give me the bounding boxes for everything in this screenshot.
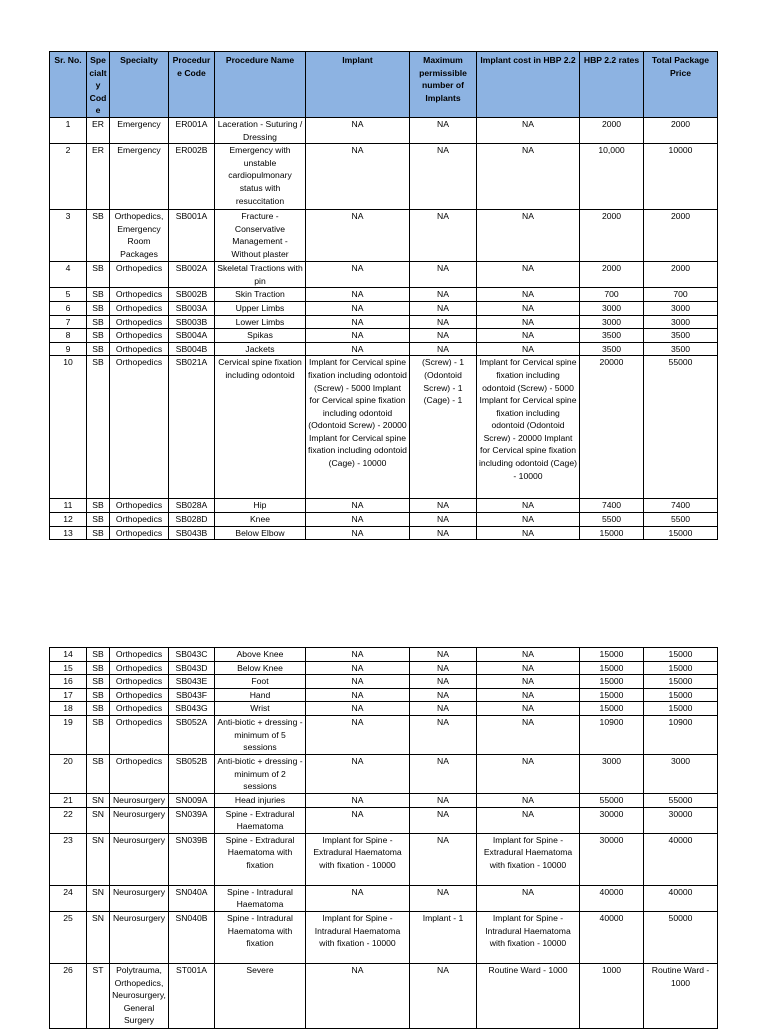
procedure-code-cell: SB043F [169,688,215,702]
hbp-rate-cell: 15000 [580,702,644,716]
specialty-cell: Orthopedics [110,702,169,716]
specialty-cell: Emergency [110,144,169,210]
implant-cell: NA [306,526,410,540]
table-row [50,833,718,885]
sr-no-cell: 17 [50,688,87,702]
sr-no-cell: 22 [50,807,87,833]
implant-cell: NA [306,715,410,754]
max-implants-cell: NA [410,288,477,302]
max-implants-cell: NA [410,675,477,689]
implant-cost-cell: NA [477,342,580,356]
specialty-code-cell: SB [87,288,110,302]
max-implants-cell: NA [410,648,477,662]
table-row [50,315,718,329]
procedure-name-cell: Foot [215,675,306,689]
procedure-name-cell: Hand [215,688,306,702]
header-implant: Implant [306,52,410,118]
table-row [50,807,718,833]
specialty-code-cell: SB [87,301,110,315]
max-implants-cell: Implant - 1 [410,911,477,963]
implant-cell: NA [306,675,410,689]
max-implants-cell: NA [410,807,477,833]
specialty-cell: Orthopedics [110,499,169,513]
specialty-code-cell: ER [87,117,110,143]
procedure-code-cell: SB043C [169,648,215,662]
procedure-name-cell: Spine - Extradural Haematoma with fixation [215,833,306,885]
procedure-name-cell: Below Knee [215,661,306,675]
implant-cost-cell: NA [477,315,580,329]
max-implants-cell: NA [410,688,477,702]
procedure-code-cell: SN039B [169,833,215,885]
total-price-cell: Routine Ward - 1000 [644,963,718,1028]
procedure-code-cell: SN040A [169,885,215,911]
sr-no-cell: 18 [50,702,87,716]
specialty-code-cell: SN [87,833,110,885]
implant-cost-cell: NA [477,793,580,807]
max-implants-cell: NA [410,793,477,807]
procedure-name-cell: Below Elbow [215,526,306,540]
sr-no-cell: 16 [50,675,87,689]
total-price-cell: 2000 [644,262,718,288]
procedure-code-cell: SB028A [169,499,215,513]
total-price-cell: 3500 [644,329,718,343]
hbp-rate-cell: 15000 [580,648,644,662]
specialty-cell: Orthopedics [110,288,169,302]
procedure-code-cell: SB021A [169,356,215,499]
hbp-rate-cell: 20000 [580,356,644,499]
sr-no-cell: 24 [50,885,87,911]
header-specialty-code: Specialty Code [87,52,110,118]
implant-cell: NA [306,754,410,793]
max-implants-cell: NA [410,833,477,885]
specialty-cell: Orthopedics [110,329,169,343]
implant-cell: NA [306,288,410,302]
sr-no-cell: 25 [50,911,87,963]
total-price-cell: 3000 [644,754,718,793]
implant-cost-cell: NA [477,688,580,702]
table-row [50,144,718,210]
implant-cell: NA [306,661,410,675]
hbp-rate-cell: 2000 [580,117,644,143]
total-price-cell: 15000 [644,661,718,675]
total-price-cell: 2000 [644,117,718,143]
implant-cell: NA [306,963,410,1028]
sr-no-cell: 8 [50,329,87,343]
implant-cost-cell: Implant for Spine - Extradural Haematoma with fixation - 10000 [477,833,580,885]
procedure-name-cell: Severe [215,963,306,1028]
procedure-code-cell: SB002B [169,288,215,302]
specialty-cell: Orthopedics [110,262,169,288]
table-row [50,342,718,356]
total-price-cell: 55000 [644,793,718,807]
procedure-name-cell: Spine - Extradural Haematoma [215,807,306,833]
package-table-bottom [49,647,718,1029]
procedure-name-cell: Lower Limbs [215,315,306,329]
procedure-name-cell: Anti-biotic + dressing - minimum of 2 sessions [215,754,306,793]
implant-cell: NA [306,301,410,315]
implant-cost-cell: NA [477,499,580,513]
sr-no-cell: 6 [50,301,87,315]
sr-no-cell: 4 [50,262,87,288]
max-implants-cell: NA [410,315,477,329]
total-price-cell: 700 [644,288,718,302]
procedure-name-cell: Wrist [215,702,306,716]
specialty-code-cell: SB [87,648,110,662]
procedure-code-cell: SB043B [169,526,215,540]
specialty-code-cell: SB [87,512,110,526]
hbp-rate-cell: 2000 [580,210,644,262]
sr-no-cell: 2 [50,144,87,210]
specialty-cell: Orthopedics, Emergency Room Packages [110,210,169,262]
implant-cost-cell: NA [477,210,580,262]
procedure-code-cell: SB043G [169,702,215,716]
procedure-code-cell: SB043E [169,675,215,689]
implant-cell: NA [306,342,410,356]
max-implants-cell: NA [410,512,477,526]
specialty-code-cell: ST [87,963,110,1028]
total-price-cell: 15000 [644,526,718,540]
implant-cell: NA [306,499,410,513]
specialty-cell: Neurosurgery [110,807,169,833]
specialty-cell: Orthopedics [110,648,169,662]
max-implants-cell: NA [410,885,477,911]
sr-no-cell: 1 [50,117,87,143]
total-price-cell: 10000 [644,144,718,210]
specialty-code-cell: SN [87,885,110,911]
total-price-cell: 15000 [644,675,718,689]
implant-cell: NA [306,688,410,702]
header-specialty: Specialty [110,52,169,118]
table-row [50,288,718,302]
implant-cell: NA [306,793,410,807]
implant-cost-cell: NA [477,648,580,662]
sr-no-cell: 9 [50,342,87,356]
implant-cell: Implant for Cervical spine fixation including odontoid (Screw) - 5000 Implant for Cervical spine fixation including odontoid (Odontoid Screw) - 20000 Implant for Cervical spine fixation including odontoid (Cage) - 10000 [306,356,410,499]
implant-cell: NA [306,117,410,143]
procedure-code-cell: SB001A [169,210,215,262]
table-row [50,715,718,754]
specialty-cell: Neurosurgery [110,833,169,885]
implant-cell: NA [306,648,410,662]
table-row [50,210,718,262]
procedure-name-cell: Spine - Intradural Haematoma [215,885,306,911]
table-row [50,675,718,689]
procedure-code-cell: SB003B [169,315,215,329]
specialty-cell: Orthopedics [110,754,169,793]
implant-cell: Implant for Spine - Extradural Haematoma with fixation - 10000 [306,833,410,885]
hbp-rate-cell: 15000 [580,526,644,540]
hbp-rate-cell: 3500 [580,342,644,356]
max-implants-cell: NA [410,526,477,540]
sr-no-cell: 12 [50,512,87,526]
specialty-cell: Orthopedics [110,526,169,540]
specialty-cell: Emergency [110,117,169,143]
sr-no-cell: 15 [50,661,87,675]
implant-cell: NA [306,144,410,210]
implant-cost-cell: Implant for Cervical spine fixation including odontoid (Screw) - 5000 Implant for Cervical spine fixation including odontoid (Odontoid Screw) - 20000 Implant for Cervical spine fixation including odontoid (Cage) - 10000 [477,356,580,499]
procedure-name-cell: Laceration - Suturing / Dressing [215,117,306,143]
specialty-cell: Orthopedics [110,512,169,526]
implant-cell: NA [306,702,410,716]
total-price-cell: 10900 [644,715,718,754]
hbp-rate-cell: 15000 [580,688,644,702]
procedure-name-cell: Skin Traction [215,288,306,302]
table-row [50,754,718,793]
procedure-code-cell: ER001A [169,117,215,143]
table-row [50,301,718,315]
specialty-code-cell: SN [87,807,110,833]
sr-no-cell: 19 [50,715,87,754]
package-table-top [49,51,718,540]
max-implants-cell: NA [410,262,477,288]
max-implants-cell: NA [410,210,477,262]
hbp-rate-cell: 5500 [580,512,644,526]
specialty-code-cell: SB [87,702,110,716]
implant-cost-cell: NA [477,715,580,754]
specialty-code-cell: SB [87,315,110,329]
hbp-rate-cell: 10900 [580,715,644,754]
procedure-name-cell: Hip [215,499,306,513]
table-row [50,356,718,499]
hbp-rate-cell: 700 [580,288,644,302]
implant-cell: NA [306,807,410,833]
implant-cost-cell: NA [477,754,580,793]
implant-cell: NA [306,210,410,262]
procedure-code-cell: SN009A [169,793,215,807]
table-row [50,661,718,675]
procedure-code-cell: SB043D [169,661,215,675]
header-sr-no: Sr. No. [50,52,87,118]
hbp-rate-cell: 7400 [580,499,644,513]
header-procedure-code: Procedure Code [169,52,215,118]
specialty-code-cell: SB [87,342,110,356]
procedure-name-cell: Anti-biotic + dressing - minimum of 5 sessions [215,715,306,754]
sr-no-cell: 11 [50,499,87,513]
hbp-rate-cell: 15000 [580,661,644,675]
specialty-code-cell: SN [87,793,110,807]
implant-cost-cell: Routine Ward - 1000 [477,963,580,1028]
procedure-name-cell: Above Knee [215,648,306,662]
procedure-code-cell: SB004B [169,342,215,356]
max-implants-cell: NA [410,661,477,675]
specialty-cell: Neurosurgery [110,793,169,807]
specialty-cell: Neurosurgery [110,911,169,963]
specialty-cell: Orthopedics [110,661,169,675]
hbp-rate-cell: 1000 [580,963,644,1028]
hbp-rate-cell: 55000 [580,793,644,807]
total-price-cell: 40000 [644,885,718,911]
specialty-code-cell: SB [87,499,110,513]
max-implants-cell: NA [410,715,477,754]
table-row [50,885,718,911]
header-hbp-rates: HBP 2.2 rates [580,52,644,118]
specialty-code-cell: SB [87,356,110,499]
implant-cell: NA [306,262,410,288]
table-row [50,702,718,716]
max-implants-cell: (Screw) - 1 (Odontoid Screw) - 1 (Cage) - 1 [410,356,477,499]
procedure-code-cell: SB052A [169,715,215,754]
sr-no-cell: 13 [50,526,87,540]
specialty-code-cell: ER [87,144,110,210]
table-row [50,512,718,526]
procedure-name-cell: Spikas [215,329,306,343]
specialty-cell: Orthopedics [110,675,169,689]
header-procedure-name: Procedure Name [215,52,306,118]
specialty-code-cell: SB [87,754,110,793]
table-row [50,262,718,288]
total-price-cell: 3000 [644,301,718,315]
max-implants-cell: NA [410,702,477,716]
table-row [50,688,718,702]
specialty-cell: Orthopedics [110,301,169,315]
total-price-cell: 55000 [644,356,718,499]
max-implants-cell: NA [410,301,477,315]
sr-no-cell: 23 [50,833,87,885]
header-max-implants: Maximum permissible number of Implants [410,52,477,118]
table-row [50,793,718,807]
hbp-rate-cell: 40000 [580,911,644,963]
specialty-code-cell: SB [87,526,110,540]
max-implants-cell: NA [410,499,477,513]
specialty-cell: Orthopedics [110,342,169,356]
implant-cost-cell: NA [477,661,580,675]
total-price-cell: 2000 [644,210,718,262]
hbp-rate-cell: 40000 [580,885,644,911]
implant-cell: NA [306,885,410,911]
total-price-cell: 3000 [644,315,718,329]
implant-cost-cell: NA [477,526,580,540]
hbp-rate-cell: 3000 [580,754,644,793]
sr-no-cell: 10 [50,356,87,499]
implant-cell: NA [306,512,410,526]
header-row [50,52,718,118]
hbp-rate-cell: 3000 [580,301,644,315]
specialty-code-cell: SB [87,210,110,262]
procedure-code-cell: SN040B [169,911,215,963]
table-row [50,648,718,662]
procedure-name-cell: Emergency with unstable cardiopulmonary status with resuccitation [215,144,306,210]
specialty-cell: Neurosurgery [110,885,169,911]
hbp-rate-cell: 3500 [580,329,644,343]
header-implant-cost: Implant cost in HBP 2.2 [477,52,580,118]
procedure-name-cell: Head injuries [215,793,306,807]
implant-cost-cell: NA [477,675,580,689]
sr-no-cell: 21 [50,793,87,807]
sr-no-cell: 26 [50,963,87,1028]
implant-cost-cell: NA [477,885,580,911]
implant-cost-cell: NA [477,262,580,288]
max-implants-cell: NA [410,963,477,1028]
total-price-cell: 15000 [644,688,718,702]
sr-no-cell: 14 [50,648,87,662]
table-row [50,329,718,343]
table-row [50,911,718,963]
hbp-rate-cell: 30000 [580,833,644,885]
total-price-cell: 3500 [644,342,718,356]
specialty-code-cell: SB [87,661,110,675]
max-implants-cell: NA [410,144,477,210]
total-price-cell: 30000 [644,807,718,833]
max-implants-cell: NA [410,342,477,356]
implant-cell: NA [306,329,410,343]
total-price-cell: 15000 [644,702,718,716]
total-price-cell: 40000 [644,833,718,885]
procedure-code-cell: SB052B [169,754,215,793]
procedure-name-cell: Skeletal Tractions with pin [215,262,306,288]
table-row [50,526,718,540]
total-price-cell: 15000 [644,648,718,662]
implant-cost-cell: NA [477,288,580,302]
hbp-rate-cell: 15000 [580,675,644,689]
hbp-rate-cell: 2000 [580,262,644,288]
specialty-cell: Orthopedics [110,688,169,702]
total-price-cell: 5500 [644,512,718,526]
sr-no-cell: 3 [50,210,87,262]
sr-no-cell: 7 [50,315,87,329]
procedure-code-cell: SB028D [169,512,215,526]
specialty-cell: Orthopedics [110,315,169,329]
total-price-cell: 50000 [644,911,718,963]
procedure-code-cell: SN039A [169,807,215,833]
max-implants-cell: NA [410,754,477,793]
implant-cost-cell: NA [477,512,580,526]
implant-cost-cell: NA [477,301,580,315]
procedure-name-cell: Jackets [215,342,306,356]
implant-cost-cell: NA [477,144,580,210]
implant-cost-cell: NA [477,807,580,833]
procedure-name-cell: Upper Limbs [215,301,306,315]
implant-cost-cell: NA [477,702,580,716]
procedure-name-cell: Cervical spine fixation including odontoid [215,356,306,499]
table-row [50,499,718,513]
hbp-rate-cell: 10,000 [580,144,644,210]
sr-no-cell: 5 [50,288,87,302]
implant-cost-cell: NA [477,329,580,343]
table-row [50,117,718,143]
procedure-code-cell: SB002A [169,262,215,288]
hbp-rate-cell: 3000 [580,315,644,329]
specialty-cell: Orthopedics [110,715,169,754]
procedure-code-cell: ER002B [169,144,215,210]
procedure-code-cell: SB003A [169,301,215,315]
specialty-cell: Polytrauma, Orthopedics, Neurosurgery, General Surgery [110,963,169,1028]
procedure-name-cell: Knee [215,512,306,526]
procedure-code-cell: SB004A [169,329,215,343]
hbp-rate-cell: 30000 [580,807,644,833]
table-row [50,963,718,1028]
specialty-code-cell: SB [87,715,110,754]
procedure-code-cell: ST001A [169,963,215,1028]
implant-cell: NA [306,315,410,329]
procedure-name-cell: Fracture - Conservative Management - Without plaster [215,210,306,262]
specialty-code-cell: SB [87,262,110,288]
procedure-name-cell: Spine - Intradural Haematoma with fixation [215,911,306,963]
specialty-cell: Orthopedics [110,356,169,499]
implant-cost-cell: Implant for Spine - Intradural Haematoma with fixation - 10000 [477,911,580,963]
max-implants-cell: NA [410,329,477,343]
specialty-code-cell: SB [87,675,110,689]
implant-cell: Implant for Spine - Intradural Haematoma with fixation - 10000 [306,911,410,963]
max-implants-cell: NA [410,117,477,143]
total-price-cell: 7400 [644,499,718,513]
specialty-code-cell: SB [87,329,110,343]
specialty-code-cell: SB [87,688,110,702]
implant-cost-cell: NA [477,117,580,143]
sr-no-cell: 20 [50,754,87,793]
specialty-code-cell: SN [87,911,110,963]
header-total-package-price: Total Package Price [644,52,718,118]
